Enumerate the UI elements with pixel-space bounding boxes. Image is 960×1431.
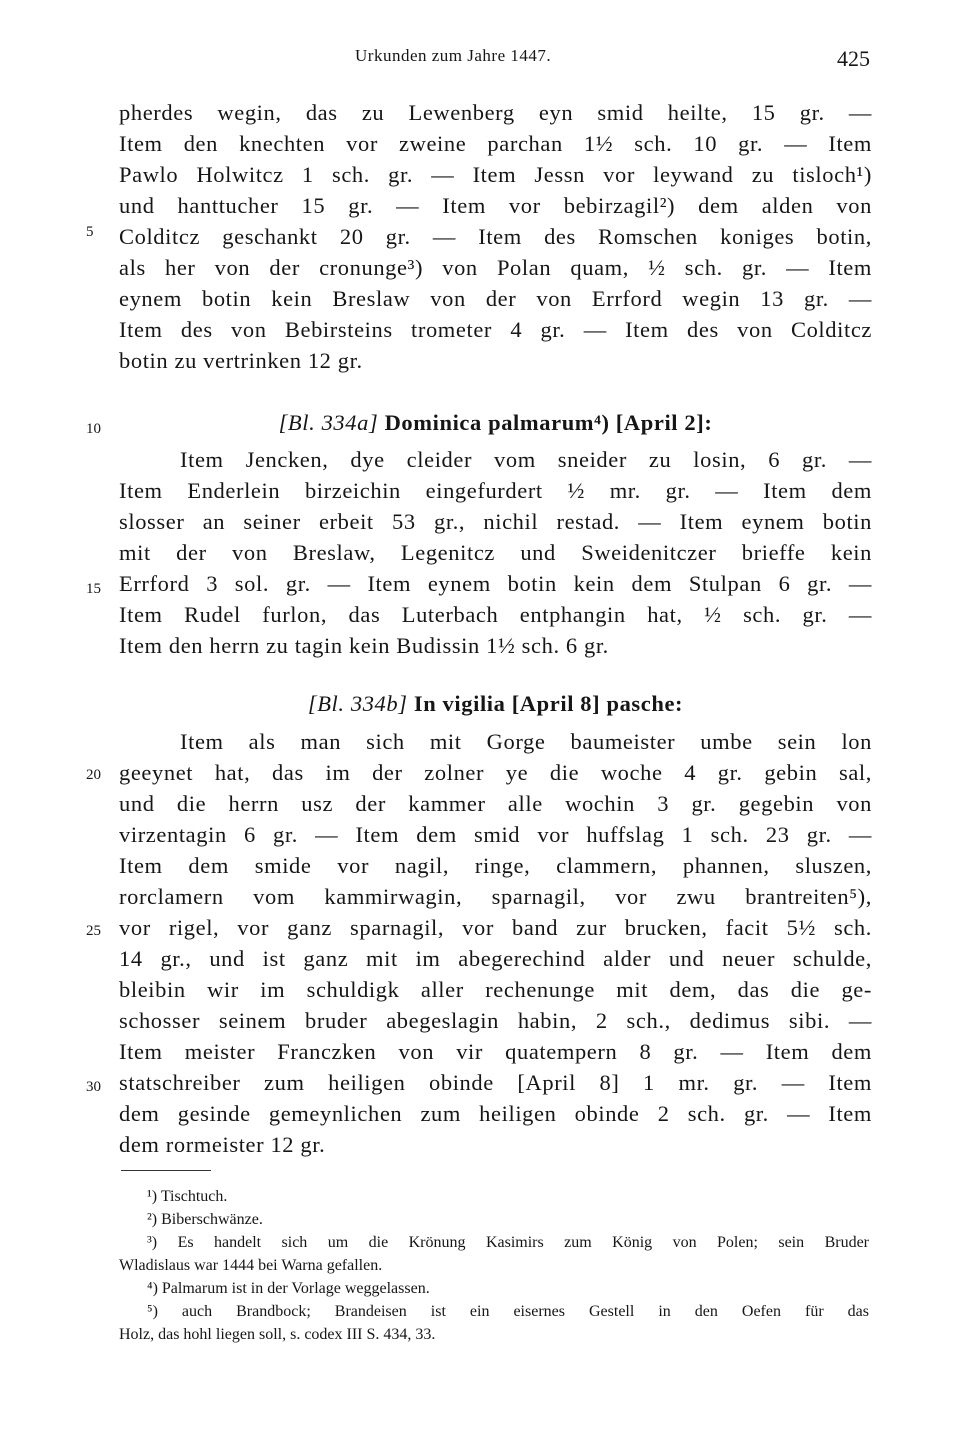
footnote-separator bbox=[121, 1170, 211, 1171]
text-line: schosser seinem bruder abegeslagin habin, 2 sch., dedimus sibi. — bbox=[119, 1008, 872, 1033]
text-line: statschreiber zum heiligen obinde [April 8] 1 mr. gr. — Item bbox=[119, 1070, 872, 1095]
text-line: Item meister Franczken von vir quatempern 8 gr. — Item dem bbox=[119, 1039, 872, 1064]
footnote: ³) Es handelt sich um die Krönung Kasimirs zum König von Polen; sein Bruder bbox=[147, 1234, 869, 1251]
text-line: mit der von Breslaw, Legenitcz und Sweidenitczer brieffe kein bbox=[119, 540, 872, 565]
text-line: Item den knechten vor zweine parchan 1½ sch. 10 gr. — Item bbox=[119, 131, 872, 156]
text-line: 14 gr., und ist ganz mit im abegerechind alder und neuer schulde, bbox=[119, 946, 872, 971]
text-line: rorclamern vom kammirwagin, sparnagil, vor zwu brantreiten⁵), bbox=[119, 884, 872, 909]
folio-reference: [Bl. 334b] bbox=[307, 691, 408, 716]
text-line: Item dem smide vor nagil, ringe, clammern, phannen, sluszen, bbox=[119, 853, 872, 878]
text-line: Pawlo Holwitcz 1 sch. gr. — Item Jessn vor leywand zu tisloch¹) bbox=[119, 162, 872, 187]
text-line: Item Enderlein birzeichin eingefurdert ½ mr. gr. — Item dem bbox=[119, 478, 872, 503]
footnote: Wladislaus war 1444 bei Warna gefallen. bbox=[119, 1257, 383, 1274]
text-line: pherdes wegin, das zu Lewenberg eyn smid heilte, 15 gr. — bbox=[119, 100, 872, 125]
folio-reference: [Bl. 334a] bbox=[278, 410, 379, 435]
footnote: ⁵) auch Brandbock; Brandeisen ist ein eisernes Gestell in den Oefen für das bbox=[147, 1303, 869, 1320]
text-line: Item Rudel furlon, das Luterbach entphangin hat, ½ sch. gr. — bbox=[119, 602, 872, 627]
text-line: vor rigel, vor ganz sparnagil, vor band zur brucken, facit 5½ sch. bbox=[119, 915, 872, 940]
text-line: geeynet hat, das im der zolner ye die woche 4 gr. gebin sal, bbox=[119, 760, 872, 785]
text-line: botin zu vertrinken 12 gr. bbox=[119, 348, 363, 373]
text-line: Item Jencken, dye cleider vom sneider zu losin, 6 gr. — bbox=[180, 447, 872, 472]
line-number: 25 bbox=[86, 923, 101, 939]
text-line: Errford 3 sol. gr. — Item eynem botin kein dem Stulpan 6 gr. — bbox=[119, 571, 872, 596]
text-line: und die herrn usz der kammer alle wochin 3 gr. gegebin von bbox=[119, 791, 872, 816]
text-line: virzentagin 6 gr. — Item dem smid vor huffslag 1 sch. 23 gr. — bbox=[119, 822, 872, 847]
running-title: Urkunden zum Jahre 1447. bbox=[355, 46, 552, 65]
text-line: bleibin wir im schuldigk aller rechenunge mit dem, das die ge- bbox=[119, 977, 872, 1002]
footnote: ²) Biberschwänze. bbox=[147, 1211, 263, 1228]
line-number: 5 bbox=[86, 224, 94, 240]
page-number: 425 bbox=[837, 46, 870, 71]
text-line: dem gesinde gemeynlichen zum heiligen obinde 2 sch. gr. — Item bbox=[119, 1101, 872, 1126]
text-line: als her von der cronunge³) von Polan quam, ½ sch. gr. — Item bbox=[119, 255, 872, 280]
text-line: und hanttucher 15 gr. — Item vor bebirzagil²) dem alden von bbox=[119, 193, 872, 218]
section-title: In vigilia [April 8] pasche: bbox=[413, 691, 684, 716]
text-line: Colditcz geschankt 20 gr. — Item des Romschen koniges botin, bbox=[119, 224, 872, 249]
line-number: 15 bbox=[86, 581, 101, 597]
text-line: dem rormeister 12 gr. bbox=[119, 1132, 326, 1157]
text-line: Item den herrn zu tagin kein Budissin 1½ sch. 6 gr. bbox=[119, 633, 609, 658]
line-number: 10 bbox=[86, 421, 101, 437]
text-line: Item des von Bebirsteins trometer 4 gr. — Item des von Colditcz bbox=[119, 317, 872, 342]
text-line: eynem botin kein Breslaw von der von Errford wegin 13 gr. — bbox=[119, 286, 872, 311]
section-heading bbox=[119, 408, 872, 438]
footnote: Holz, das hohl liegen soll, s. codex III S. 434, 33. bbox=[119, 1326, 436, 1343]
text-line: Item als man sich mit Gorge baumeister umbe sein lon bbox=[180, 729, 872, 754]
line-number: 20 bbox=[86, 767, 101, 783]
line-number: 30 bbox=[86, 1079, 101, 1095]
section-title: Dominica palmarum⁴) [April 2]: bbox=[384, 410, 713, 435]
section-heading bbox=[119, 689, 872, 719]
footnote: ¹) Tischtuch. bbox=[147, 1188, 228, 1205]
text-line: slosser an seiner erbeit 53 gr., nichil restad. — Item eynem botin bbox=[119, 509, 872, 534]
footnote: ⁴) Palmarum ist in der Vorlage weggelassen. bbox=[147, 1280, 430, 1297]
